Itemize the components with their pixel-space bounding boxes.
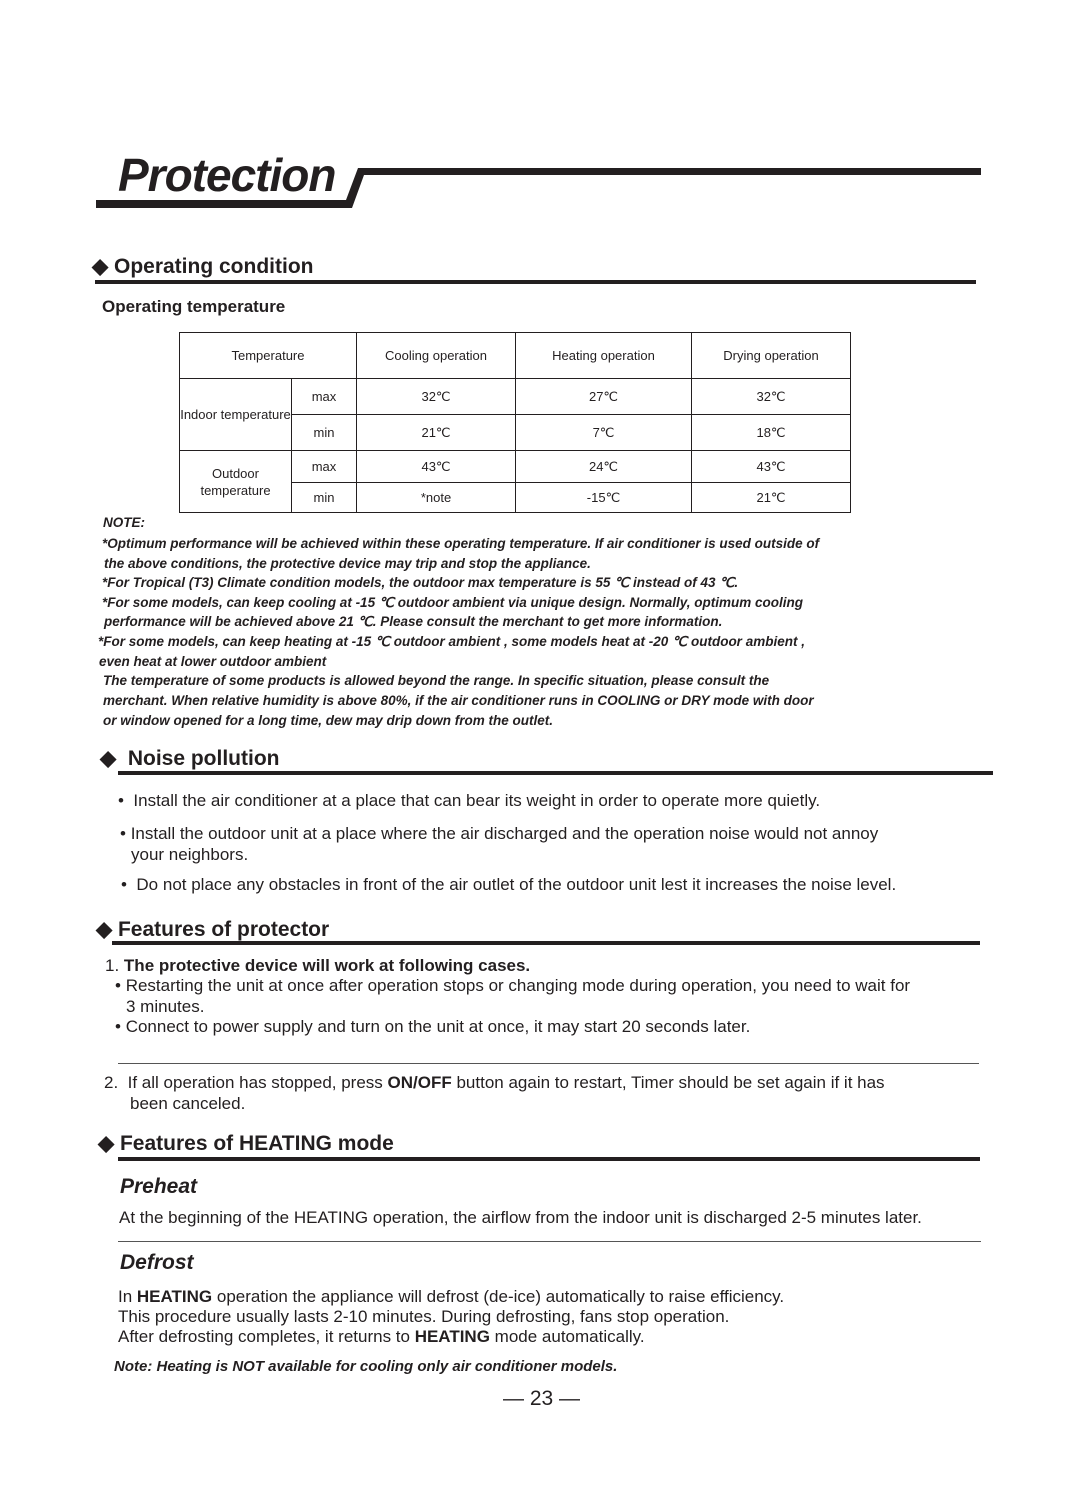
title-underline-bar [96, 163, 981, 211]
item-text: 3 minutes. [126, 997, 205, 1016]
cell: min [292, 483, 357, 513]
section-heading-operating: ◆ Operating condition [92, 255, 314, 278]
divider [118, 1241, 981, 1242]
note-label: NOTE: [103, 515, 145, 530]
cell: *note [357, 483, 516, 513]
cell: 27℃ [516, 379, 692, 415]
preheat-title: Preheat [120, 1175, 198, 1198]
heading-text: Features of HEATING mode [119, 1132, 394, 1155]
text: mode automatically. [489, 1327, 645, 1346]
text: After defrosting completes, it returns to [118, 1327, 415, 1346]
noise-item: • Do not place any obstacles in front of the air outlet of the outdoor unit lest it increases the noise level. [121, 875, 897, 894]
item-text: button again to restart, Timer should be set again if it has [451, 1073, 885, 1092]
cell: 7℃ [516, 415, 692, 451]
item-text: Install the air conditioner at a place that can bear its weight in order to operate more quietly. [133, 791, 821, 810]
item-text: Restarting the unit at once after operation stops or changing mode during operation, you need to wait for [125, 976, 911, 995]
cell: min [292, 415, 357, 451]
cell: 24℃ [516, 451, 692, 483]
divider [118, 1157, 980, 1161]
protector-bullet: • Restarting the unit at once after operation stops or changing mode during operation, you need to wait for [115, 976, 911, 995]
cell: -15℃ [516, 483, 692, 513]
noise-item: • Install the air conditioner at a place that can bear its weight in order to operate more quietly. [118, 791, 821, 810]
item-text: If all operation has stopped, press [127, 1073, 388, 1092]
protector-bullet: • Connect to power supply and turn on the unit at once, it may start 20 seconds later. [115, 1017, 751, 1036]
item-title: The protective device will work at following cases. [123, 956, 531, 975]
defrost-line [118, 1287, 784, 1307]
row-label: Indoor temperature [180, 379, 292, 451]
subheading: Operating temperature [102, 297, 286, 316]
text: operation the appliance will defrost (de-ice) automatically to raise efficiency. [212, 1287, 785, 1306]
cell: 43℃ [357, 451, 516, 483]
header-cell: Heating operation [516, 333, 692, 379]
note-line: The temperature of some products is allowed beyond the range. In specific situation, please consult the [103, 673, 770, 688]
text: In [118, 1287, 137, 1306]
note-line: or window opened for a long time, dew may drip down from the outlet. [103, 713, 554, 728]
row-label: Outdoor temperature [180, 451, 292, 513]
item-number: 1. [105, 956, 120, 975]
cell: max [292, 451, 357, 483]
note-line: *For Tropical (T3) Climate condition models, the outdoor max temperature is 55 ℃ instead of 43 ℃. [102, 575, 739, 590]
divider [112, 941, 980, 945]
item-text: Install the outdoor unit at a place where the air discharged and the operation noise would not annoy [130, 824, 879, 843]
note-line: *For some models, can keep cooling at -15 ℃ outdoor ambient via unique design. Normally, optimum cooling [102, 595, 804, 610]
page-number-text: 23 [529, 1387, 554, 1410]
note-line: even heat at lower outdoor ambient [99, 654, 327, 669]
section-heading-noise: ◆ Noise pollution [100, 747, 280, 770]
defrost-line: This procedure usually lasts 2-10 minutes. During defrosting, fans stop operation. [118, 1307, 730, 1326]
divider [95, 280, 976, 284]
cell: 21℃ [692, 483, 851, 513]
note-line: performance will be achieved above 21 ℃. Please consult the merchant to get more information. [104, 614, 723, 629]
heading-text: Features of protector [117, 918, 330, 941]
item-number: 2. [104, 1073, 119, 1092]
noise-item: • Install the outdoor unit at a place where the air discharged and the operation noise would not annoy [120, 824, 879, 843]
cell: 43℃ [692, 451, 851, 483]
cell: 18℃ [692, 415, 851, 451]
header-cell: Temperature [180, 333, 357, 379]
operating-temperature-table [179, 332, 851, 513]
protector-item-1 [105, 956, 530, 976]
item-text: Connect to power supply and turn on the unit at once, it may start 20 seconds later. [125, 1017, 751, 1036]
divider [118, 771, 993, 775]
cell: max [292, 379, 357, 415]
note-line: *Optimum performance will be achieved within these operating temperature. If air conditioner is used outside of [102, 536, 820, 551]
note-line: the above conditions, the protective device may trip and stop the appliance. [104, 556, 591, 571]
heading-text: Noise pollution [127, 747, 280, 770]
preheat-text: At the beginning of the HEATING operation, the airflow from the indoor unit is discharged 2-5 minutes later. [119, 1208, 922, 1227]
defrost-title: Defrost [120, 1251, 194, 1274]
page-number: — 23 — [503, 1387, 581, 1410]
item-text: been canceled. [130, 1094, 246, 1113]
section-heading-protector: ◆ Features of protector [96, 918, 330, 941]
section-heading-heating: ◆ Features of HEATING mode [98, 1132, 394, 1155]
bold-text: HEATING [136, 1287, 213, 1306]
header-cell: Cooling operation [357, 333, 516, 379]
heating-note: Note: Heating is NOT available for cooling only air conditioner models. [114, 1358, 618, 1375]
note-line: merchant. When relative humidity is above 80%, if the air conditioner runs in COOLING or DRY mode with door [103, 693, 814, 708]
heading-text: Operating condition [113, 255, 314, 278]
note-line: *For some models, can keep heating at -15 ℃ outdoor ambient , some models heat at -20 ℃ outdoor ambient , [98, 634, 805, 649]
item-text: Do not place any obstacles in front of the air outlet of the outdoor unit lest it increases the noise level. [136, 875, 897, 894]
bold-text: ON/OFF [387, 1073, 452, 1092]
cell: 21℃ [357, 415, 516, 451]
header-cell: Drying operation [692, 333, 851, 379]
cell: 32℃ [692, 379, 851, 415]
divider [118, 1063, 979, 1064]
protector-item-2 [104, 1073, 885, 1093]
bold-text: HEATING [414, 1327, 490, 1346]
cell: 32℃ [357, 379, 516, 415]
page-title: Protection [118, 149, 336, 201]
item-text: your neighbors. [131, 845, 249, 864]
defrost-line [118, 1327, 645, 1347]
